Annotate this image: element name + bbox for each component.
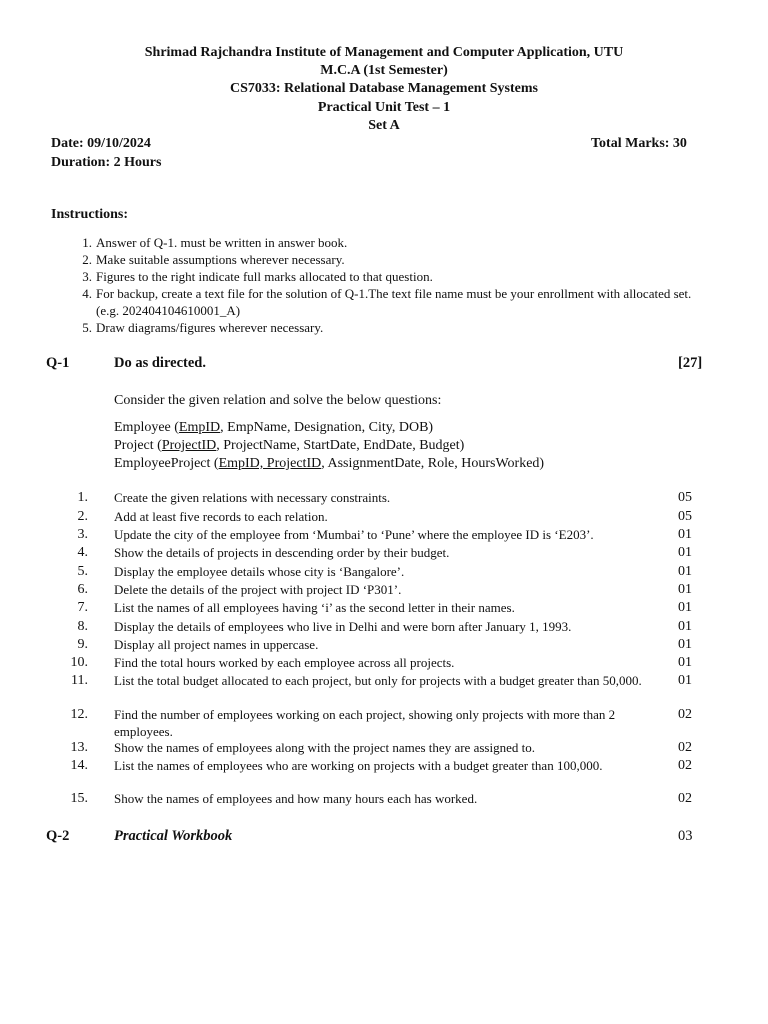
- question-number: 13.: [70, 740, 88, 755]
- set-label: Set A: [368, 117, 400, 133]
- question-number: 7.: [77, 600, 88, 615]
- relation-attributes: , EmpName, Designation, City, DOB): [220, 420, 434, 435]
- q1-label: Q-1: [46, 355, 70, 371]
- primary-key: EmpID, ProjectID: [218, 456, 322, 471]
- primary-key: ProjectID: [161, 438, 217, 453]
- relation-name: EmployeeProject (: [114, 456, 219, 471]
- question-text: Show the names of employees along with the project names they are assigned to.: [114, 740, 535, 755]
- question-number: 12.: [70, 707, 88, 722]
- instruction-number: 1.: [82, 235, 92, 250]
- question-marks: 01: [678, 564, 692, 579]
- question-marks: 01: [678, 600, 692, 615]
- question-marks: 01: [678, 545, 692, 560]
- q2-marks: 03: [678, 828, 693, 844]
- question-text: Find the total hours worked by each employee across all projects.: [114, 655, 455, 670]
- q1-title: Do as directed.: [114, 355, 206, 371]
- exam-duration: Duration: 2 Hours: [51, 155, 162, 170]
- relation-name: Project (: [114, 438, 162, 453]
- question-marks: 05: [678, 509, 692, 524]
- question-number: 2.: [77, 509, 88, 524]
- instruction-number: 5.: [82, 320, 92, 335]
- course-title: CS7033: Relational Database Management Systems: [230, 81, 538, 97]
- relation-employee: [114, 418, 433, 437]
- question-marks: 01: [678, 673, 692, 688]
- question-number: 8.: [77, 619, 88, 634]
- question-text: List the names of all employees having ‘i’ as the second letter in their names.: [114, 600, 515, 615]
- instruction-item: [70, 285, 710, 319]
- institute-name: Shrimad Rajchandra Institute of Management and Computer Application, UTU: [144, 45, 624, 60]
- question-text: Display the details of employees who live in Delhi and were born after January 1, 1993.: [114, 619, 572, 634]
- instructions-list: [70, 234, 710, 336]
- exam-title: Practical Unit Test – 1: [317, 99, 451, 115]
- question-number: 9.: [77, 637, 88, 652]
- instruction-item: [70, 268, 710, 285]
- primary-key: EmpID: [178, 420, 221, 435]
- question-text: Find the number of employees working on each project, showing only projects with more than 2 employees.: [114, 707, 616, 739]
- instruction-item: [70, 234, 710, 251]
- question-marks: 02: [678, 740, 692, 755]
- question-text: Display the employee details whose city is ‘Bangalore’.: [114, 564, 405, 579]
- question-number: 6.: [77, 582, 88, 597]
- question-text: Add at least five records to each relation.: [114, 509, 328, 524]
- question-number: 3.: [77, 527, 88, 542]
- instruction-text: Make suitable assumptions wherever necessary.: [96, 252, 345, 267]
- question-number: 5.: [77, 564, 88, 579]
- instruction-text: Answer of Q-1. must be written in answer book.: [96, 235, 348, 250]
- relation-attributes: , ProjectName, StartDate, EndDate, Budget): [216, 438, 465, 453]
- question-marks: 05: [678, 490, 692, 505]
- question-marks: 01: [678, 619, 692, 634]
- question-marks: 02: [678, 758, 692, 773]
- instruction-number: 3.: [82, 269, 92, 284]
- relation-name: Employee (: [114, 420, 179, 435]
- question-text: List the names of employees who are working on projects with a budget greater than 100,000.: [114, 758, 603, 773]
- exam-header: [0, 44, 768, 135]
- relation-project: [114, 436, 464, 455]
- question-marks: 01: [678, 527, 692, 542]
- question-marks: 01: [678, 655, 692, 670]
- instruction-text: For backup, create a text file for the solution of Q-1.The text file name must be your enrollment with allocated set. (e.g. 202404104610001_A): [96, 286, 692, 318]
- instruction-text: Figures to the right indicate full marks allocated to that question.: [96, 269, 433, 284]
- question-number: 15.: [70, 791, 88, 806]
- question-marks: 01: [678, 637, 692, 652]
- question-number: 11.: [71, 673, 88, 688]
- total-marks: Total Marks: 30: [591, 136, 687, 151]
- question-number: 1.: [77, 490, 88, 505]
- instruction-item: [70, 319, 710, 336]
- instruction-text: Draw diagrams/figures wherever necessary.: [96, 320, 324, 335]
- question-marks: 02: [678, 707, 692, 722]
- question-text: Show the details of projects in descending order by their budget.: [114, 545, 450, 560]
- instruction-number: 2.: [82, 252, 92, 267]
- question-text: Show the names of employees and how many hours each has worked.: [114, 791, 478, 806]
- instruction-number: 4.: [82, 286, 92, 301]
- question-marks: 01: [678, 582, 692, 597]
- question-text: Update the city of the employee from ‘Mumbai’ to ‘Pune’ where the employee ID is ‘E203’.: [114, 527, 594, 542]
- question-marks: 02: [678, 791, 692, 806]
- q2-title: Practical Workbook: [114, 828, 233, 844]
- question-text: Display all project names in uppercase.: [114, 637, 319, 652]
- question-text: Delete the details of the project with project ID ‘P301’.: [114, 582, 402, 597]
- question-number: 4.: [77, 545, 88, 560]
- question-number: 10.: [70, 655, 88, 670]
- instructions-title: Instructions:: [51, 207, 129, 222]
- instruction-item: [70, 251, 710, 268]
- program-name: M.C.A (1st Semester): [320, 63, 448, 79]
- relation-employee-project: [114, 454, 544, 473]
- q2-label: Q-2: [46, 828, 70, 844]
- relation-attributes: , AssignmentDate, Role, HoursWorked): [321, 456, 545, 471]
- q1-marks: [27]: [678, 355, 703, 371]
- q1-intro: Consider the given relation and solve the below questions:: [114, 393, 442, 408]
- question-number: 14.: [70, 758, 88, 773]
- question-text: List the total budget allocated to each project, but only for projects with a budget greater than 50,000.: [114, 673, 642, 688]
- question-text: Create the given relations with necessary constraints.: [114, 490, 391, 505]
- exam-date: Date: 09/10/2024: [51, 136, 151, 151]
